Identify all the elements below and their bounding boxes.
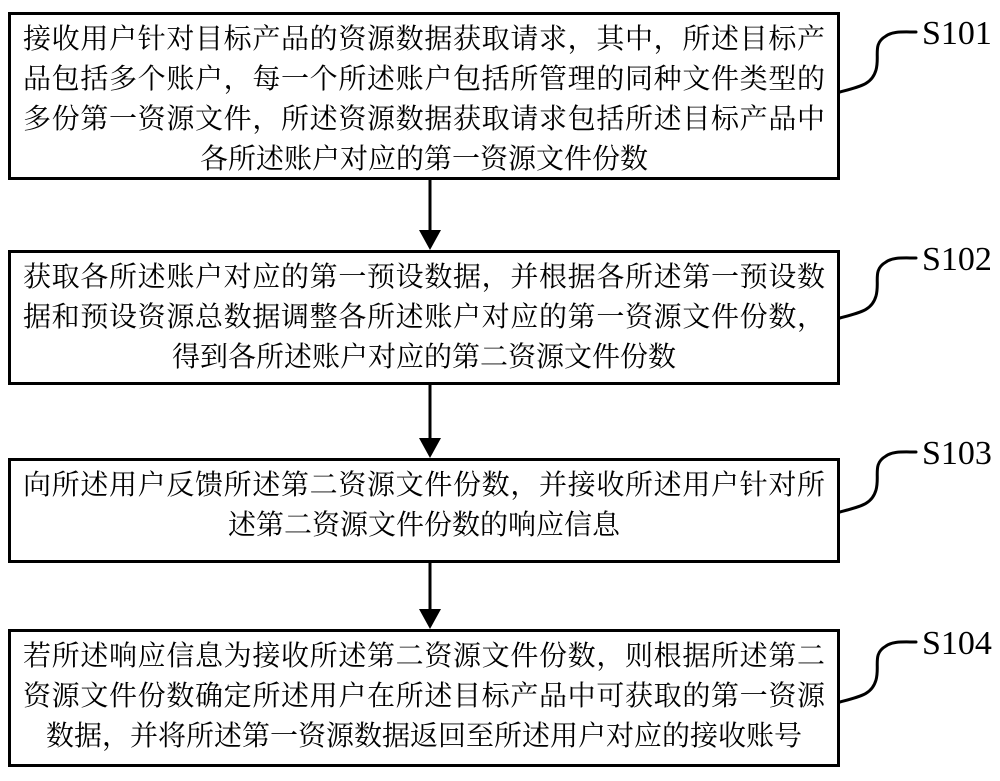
flow-step-3-text — [11, 461, 837, 549]
leader-line-s104 — [840, 642, 916, 702]
leader-line-s102 — [840, 258, 916, 318]
text-line: 据和预设资源总数据调整各所述账户对应的第一资源文件份数， — [23, 300, 825, 333]
text-line: 获取各所述账户对应的第一预设数据，并根据各所述第一预设数 — [23, 260, 825, 293]
flow-arrow-down-2 — [419, 384, 441, 458]
step-label-s103: S103 — [922, 435, 992, 472]
text-line: 接收用户针对目标产品的资源数据获取请求，其中，所述目标产 — [23, 22, 825, 55]
leader-line-s101 — [840, 32, 916, 92]
flow-step-4-text — [11, 632, 837, 760]
flow-step-4 — [8, 629, 840, 767]
flow-step-2 — [8, 250, 840, 385]
text-line: 述第二资源文件份数的响应信息 — [227, 508, 620, 541]
flow-arrow-down-1 — [419, 179, 441, 250]
step-label-s104: S104 — [922, 625, 992, 662]
text-line: 数据，并将所述第一资源数据返回至所述用户对应的接收账号 — [45, 719, 802, 752]
leader-line-s103 — [840, 452, 916, 512]
step-label-s101: S101 — [922, 15, 992, 52]
flow-step-1-text — [11, 15, 837, 183]
flow-step-1 — [8, 12, 840, 180]
text-line: 若所述响应信息为接收所述第二资源文件份数，则根据所述第二 — [23, 639, 825, 672]
flow-step-3 — [8, 458, 840, 563]
text-line: 各所述账户对应的第一资源文件份数 — [199, 142, 648, 175]
flow-arrow-down-3 — [419, 562, 441, 629]
text-line: 得到各所述账户对应的第二资源文件份数 — [171, 340, 676, 373]
text-line: 多份第一资源文件，所述资源数据获取请求包括所述目标产品中 — [23, 102, 825, 135]
text-line: 向所述用户反馈所述第二资源文件份数，并接收所述用户针对所 — [23, 468, 825, 501]
flow-step-2-text — [11, 253, 837, 381]
text-line: 品包括多个账户，每一个所述账户包括所管理的同种文件类型的 — [23, 62, 825, 95]
text-line: 资源文件份数确定所述用户在所述目标产品中可获取的第一资源 — [23, 679, 825, 712]
step-label-s102: S102 — [922, 241, 992, 278]
